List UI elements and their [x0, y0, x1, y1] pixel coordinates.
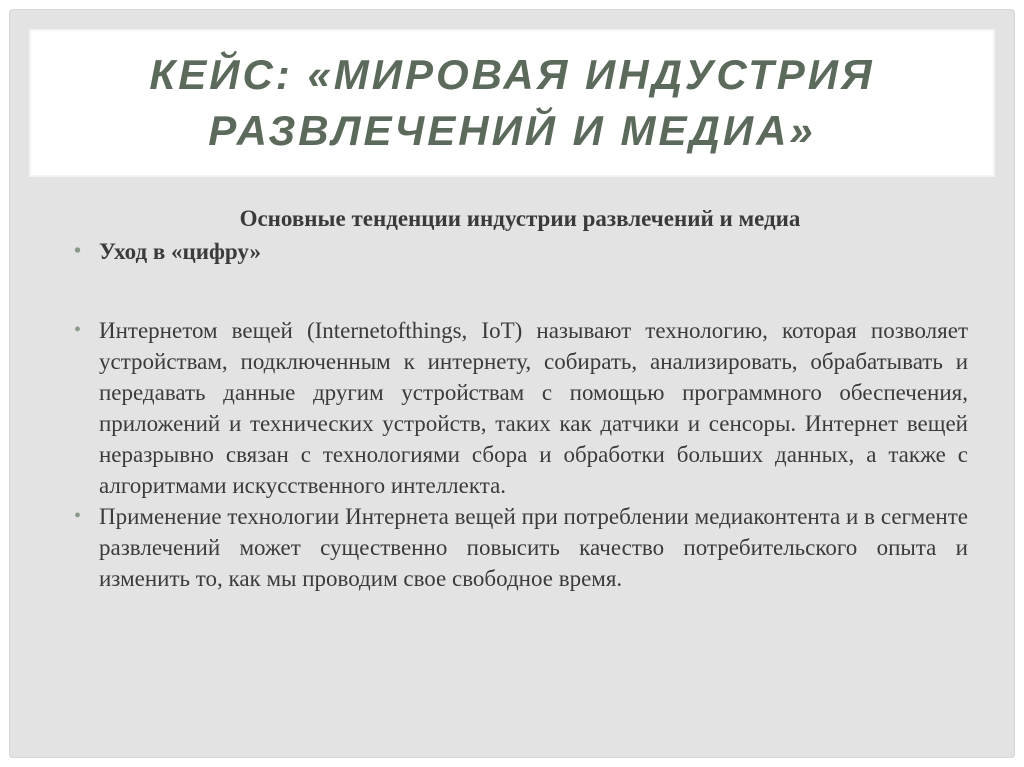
bullet-spacer	[72, 267, 968, 315]
bullet-item-iot-definition	[72, 315, 968, 501]
bullet-dot: •	[74, 505, 82, 527]
bullet-dot: •	[74, 319, 82, 341]
bullet-text: Уход в «цифру»	[99, 239, 261, 264]
bullet-text: Применение технологии Интернета вещей при потреблении медиаконтента и в сегменте развлечений может существенно повысить качество потребительского опыта и изменить то, как мы проводим свое свободное время.	[99, 504, 968, 591]
slide-content	[72, 204, 968, 594]
bullet-dot: •	[74, 240, 82, 262]
slide	[9, 9, 1015, 758]
bullet-text: Интернетом вещей (Internetofthings, IoT) называют технологию, которая позволяет устройствам, подключенным к интернету, собирать, анализировать, обрабатывать и передавать данные другим устройствам с помощью программного обеспечения, приложений и технических устройств, таких как датчики и сенсоры. Интернет вещей неразрывно связан с технологиями сбора и обработки больших данных, а также с алгоритмами искусственного интеллекта.	[99, 318, 968, 498]
slide-subtitle: Основные тенденции индустрии развлечений и медиа	[239, 206, 801, 231]
bullet-item-iot-application	[72, 501, 968, 594]
slide-title: КЕЙС: «МИРОВАЯ ИНДУСТРИЯ РАЗВЛЕЧЕНИЙ И МЕДИА»	[149, 51, 875, 154]
bullet-item-digital	[72, 236, 968, 267]
title-box	[31, 31, 993, 175]
